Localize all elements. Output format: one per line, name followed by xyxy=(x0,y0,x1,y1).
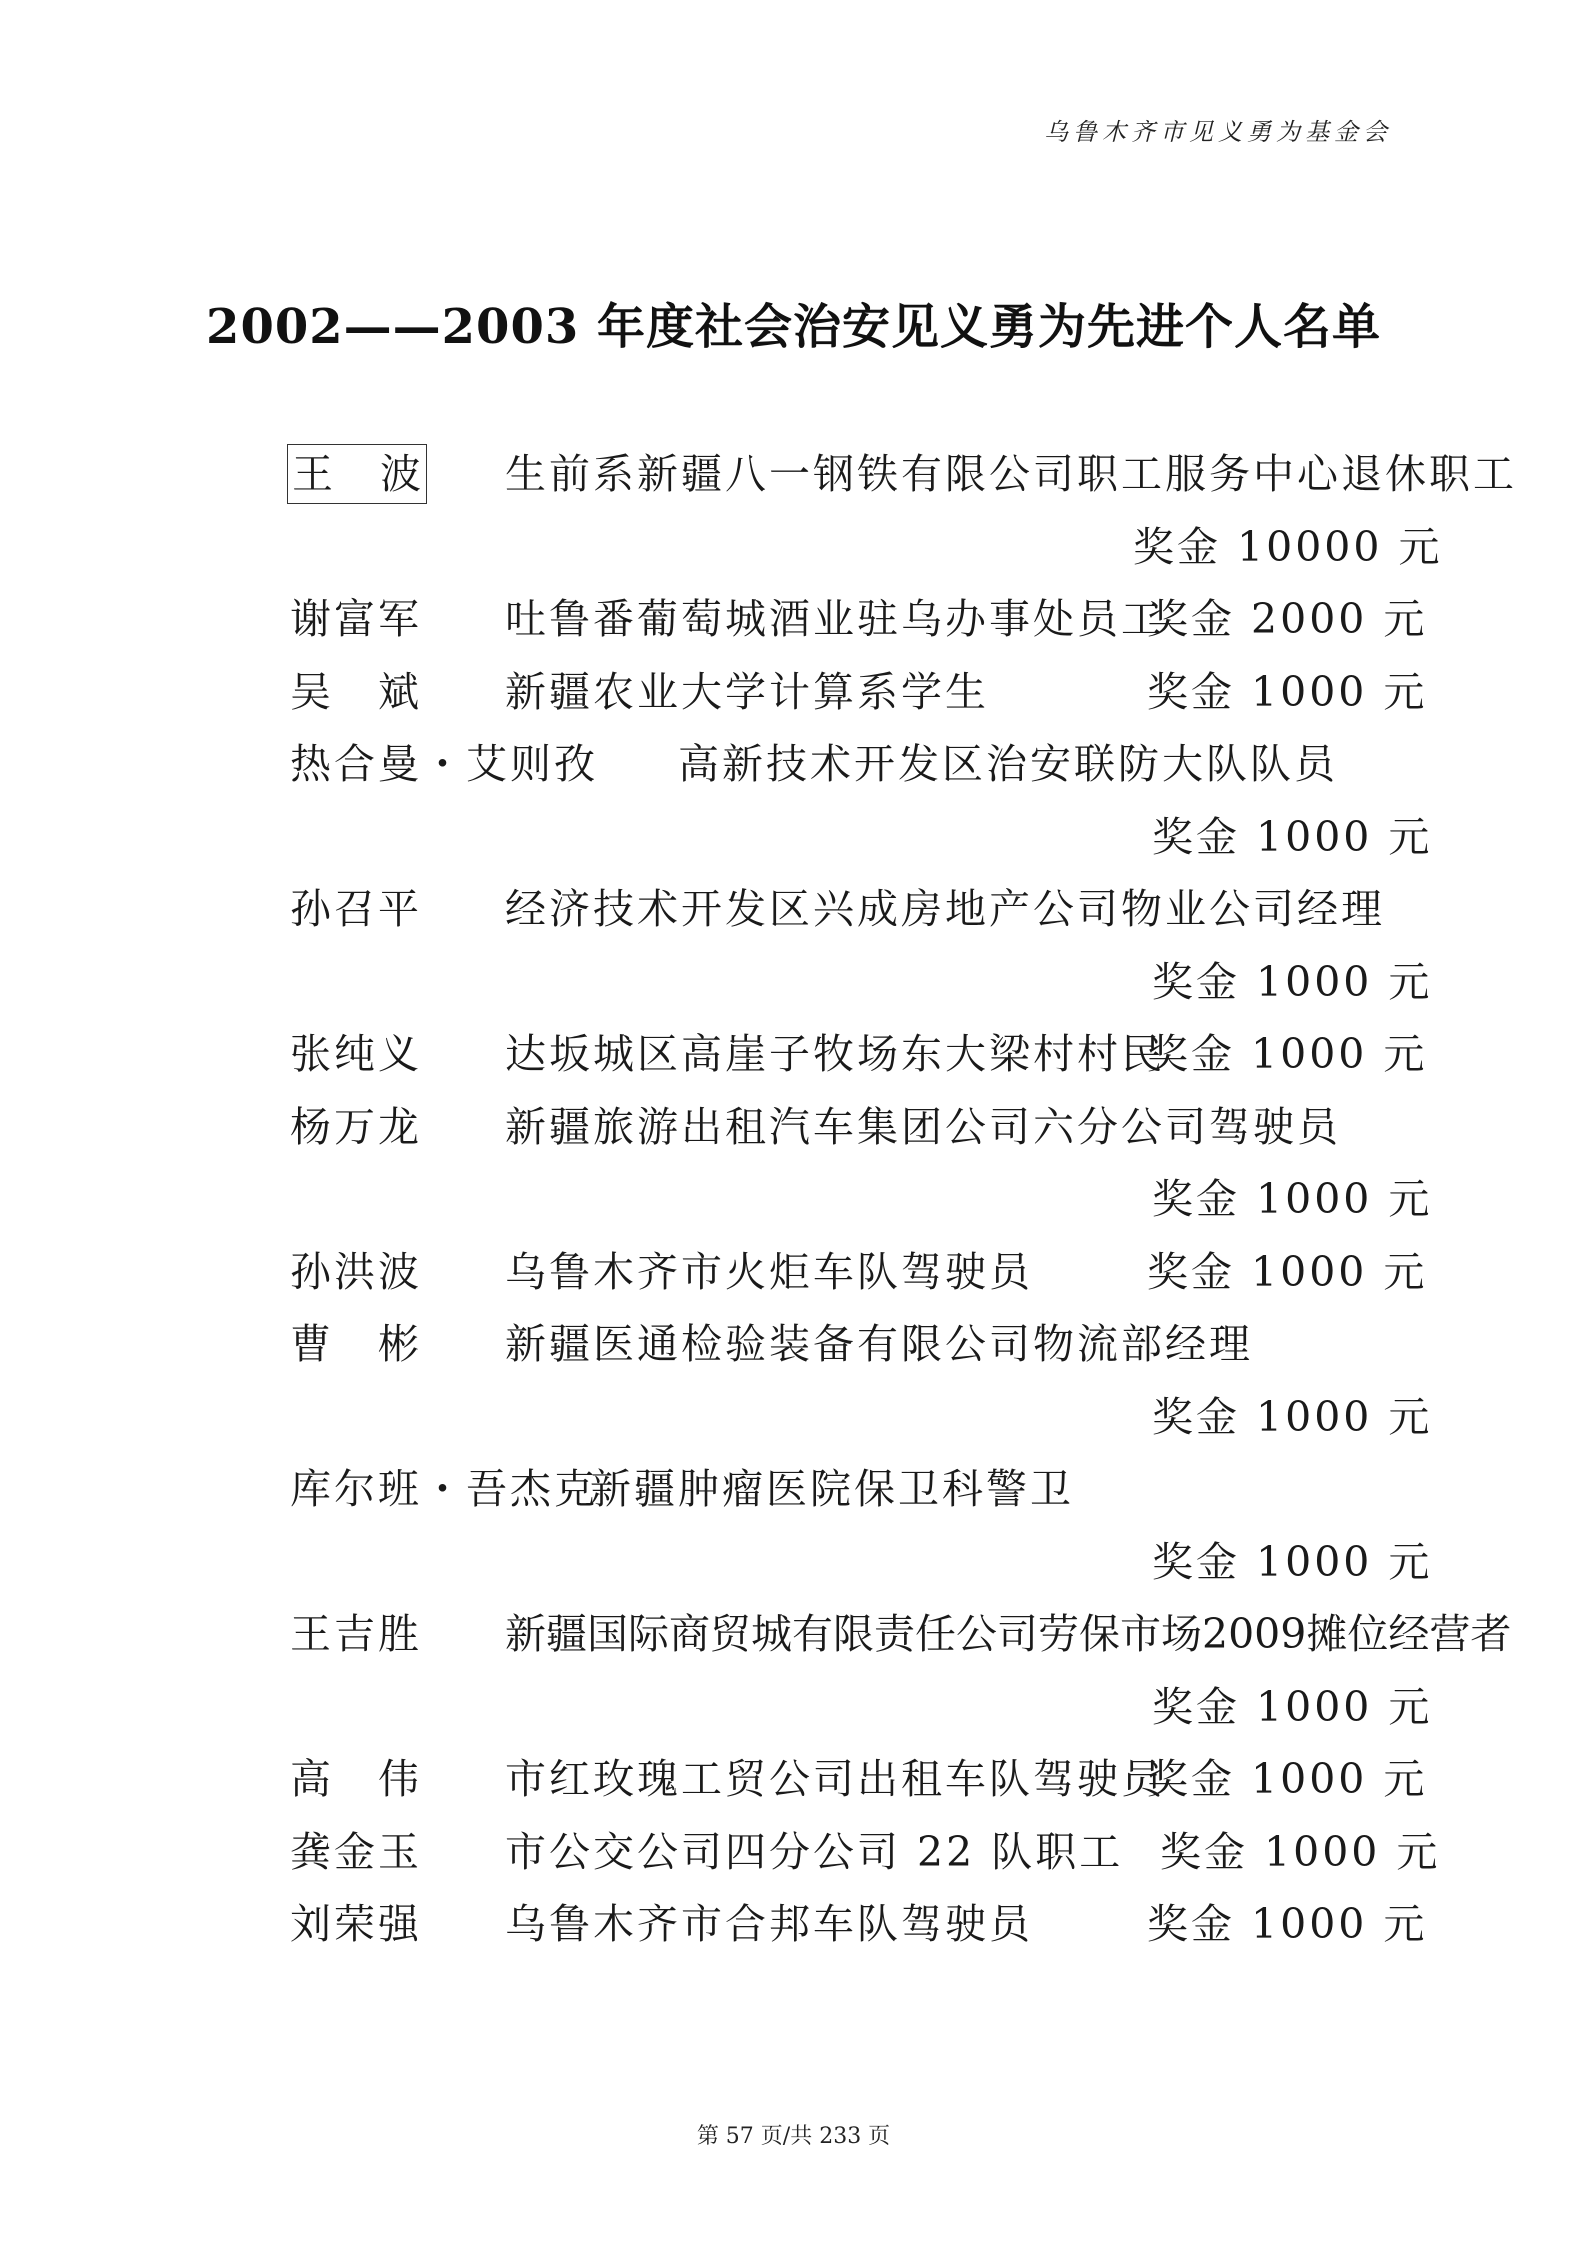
award-amount: 奖金 1000 元 xyxy=(1152,1537,1433,1586)
list-item xyxy=(290,728,1390,801)
awardee-name: 龚金玉 xyxy=(290,1827,422,1876)
award-line xyxy=(290,1671,1433,1744)
list-item xyxy=(290,1453,1390,1526)
awardee-name: 吴 斌 xyxy=(290,667,422,716)
page-number: 第 57 页/共 233 页 xyxy=(696,2124,891,2149)
award-line xyxy=(290,511,1443,584)
awardee-description: 达坂城区高崖子牧场东大梁村村民 xyxy=(505,1030,1165,1078)
awardee-description: 新疆肿瘤医院保卫科警卫 xyxy=(590,1465,1074,1513)
award-amount: 奖金 1000 元 xyxy=(1160,1827,1441,1876)
awardee-description: 市公交公司四分公司 22 队职工 xyxy=(505,1827,1124,1876)
award-amount: 奖金 1000 元 xyxy=(1152,957,1433,1006)
awardee-description: 乌鲁木齐市合邦车队驾驶员 xyxy=(505,1900,1033,1948)
awardee-description: 新疆医通检验装备有限公司物流部经理 xyxy=(505,1320,1253,1368)
awardee-list xyxy=(290,438,1517,1961)
awardee-name: 杨万龙 xyxy=(290,1102,422,1151)
award-line xyxy=(290,1163,1433,1236)
awardee-description: 高新技术开发区治安联防大队队员 xyxy=(678,740,1338,788)
list-item xyxy=(290,1018,1428,1091)
award-amount: 奖金 1000 元 xyxy=(1147,1030,1428,1078)
list-item xyxy=(290,1236,1428,1309)
organization-header: 乌鲁木齐市见义勇为基金会 xyxy=(1044,118,1392,146)
award-amount: 奖金 1000 元 xyxy=(1147,1900,1428,1948)
awardee-name: 孙洪波 xyxy=(290,1247,422,1296)
list-item xyxy=(290,1598,1512,1671)
awardee-name: 热合曼・艾则孜 xyxy=(290,740,598,788)
awardee-name: 张纯义 xyxy=(290,1030,422,1078)
award-amount: 奖金 1000 元 xyxy=(1152,1682,1433,1731)
document-title: 2002——2003 年度社会治安见义勇为先进个人名单 xyxy=(206,299,1381,355)
awardee-description: 市红玫瑰工贸公司出租车队驾驶员 xyxy=(505,1755,1165,1803)
award-line xyxy=(290,946,1433,1019)
list-item xyxy=(290,1091,1390,1164)
award-amount: 奖金 1000 元 xyxy=(1152,1392,1433,1441)
list-item xyxy=(290,656,1428,729)
awardee-description: 生前系新疆八一钢铁有限公司职工服务中心退休职工 xyxy=(505,450,1517,498)
awardee-name: 刘荣强 xyxy=(290,1900,422,1948)
awardee-name: 王 波 xyxy=(287,444,427,504)
awardee-name: 高 伟 xyxy=(290,1755,422,1803)
list-item xyxy=(290,873,1390,946)
award-amount: 奖金 1000 元 xyxy=(1152,812,1433,861)
awardee-description: 新疆旅游出租汽车集团公司六分公司驾驶员 xyxy=(505,1102,1341,1151)
award-line xyxy=(290,1526,1433,1599)
awardee-description: 乌鲁木齐市火炬车队驾驶员 xyxy=(505,1247,1033,1296)
award-amount: 奖金 2000 元 xyxy=(1147,595,1428,643)
awardee-description: 吐鲁番葡萄城酒业驻乌办事处员工 xyxy=(505,595,1165,643)
award-line xyxy=(290,1381,1433,1454)
award-amount: 奖金 1000 元 xyxy=(1147,1247,1428,1296)
awardee-name: 曹 彬 xyxy=(290,1320,422,1368)
awardee-description: 新疆农业大学计算系学生 xyxy=(505,667,989,716)
award-line xyxy=(290,801,1433,874)
awardee-name: 王吉胜 xyxy=(290,1610,422,1658)
awardee-name: 谢富军 xyxy=(290,595,422,643)
awardee-name: 孙召平 xyxy=(290,885,422,933)
awardee-name: 库尔班・吾杰克 xyxy=(290,1465,598,1513)
awardee-description: 经济技术开发区兴成房地产公司物业公司经理 xyxy=(505,885,1385,933)
awardee-description: 新疆国际商贸城有限责任公司劳保市场2009摊位经营者 xyxy=(505,1610,1512,1658)
list-item xyxy=(290,1308,1390,1381)
list-item xyxy=(290,438,1517,511)
award-amount: 奖金 1000 元 xyxy=(1147,1755,1428,1803)
list-item xyxy=(290,1816,1441,1889)
award-amount: 奖金 10000 元 xyxy=(1133,522,1443,571)
award-amount: 奖金 1000 元 xyxy=(1147,667,1428,716)
list-item xyxy=(290,583,1428,656)
list-item xyxy=(290,1888,1428,1961)
list-item xyxy=(290,1743,1428,1816)
award-amount: 奖金 1000 元 xyxy=(1152,1175,1433,1223)
